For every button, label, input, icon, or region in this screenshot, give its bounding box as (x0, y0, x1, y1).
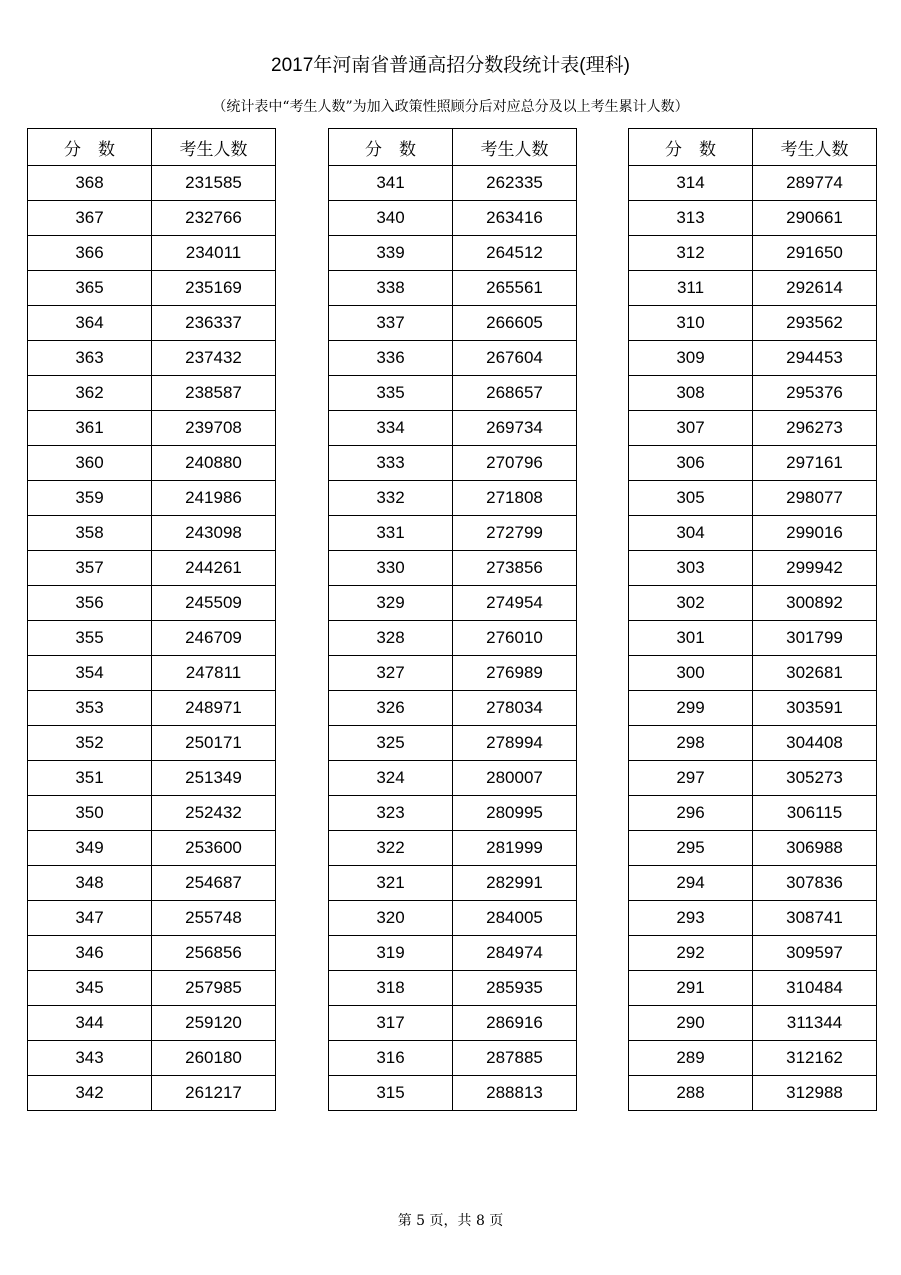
table-row (329, 726, 577, 761)
count-cell: 265561 (453, 271, 577, 306)
count-cell: 255748 (152, 901, 276, 936)
count-cell: 243098 (152, 516, 276, 551)
score-cell: 326 (329, 691, 453, 726)
count-cell: 297161 (753, 446, 877, 481)
score-cell: 346 (28, 936, 152, 971)
table-row (629, 796, 877, 831)
table-row (329, 761, 577, 796)
count-cell: 278994 (453, 726, 577, 761)
table-row (329, 551, 577, 586)
count-cell: 244261 (152, 551, 276, 586)
table-row (28, 726, 276, 761)
table-row (329, 306, 577, 341)
score-cell: 363 (28, 341, 152, 376)
table-row (629, 236, 877, 271)
table-row (28, 901, 276, 936)
count-cell: 260180 (152, 1041, 276, 1076)
score-cell: 350 (28, 796, 152, 831)
table-row (329, 936, 577, 971)
count-cell: 296273 (753, 411, 877, 446)
table-row (28, 446, 276, 481)
score-cell: 315 (329, 1076, 453, 1111)
count-cell: 254687 (152, 866, 276, 901)
count-cell: 304408 (753, 726, 877, 761)
score-cell: 298 (629, 726, 753, 761)
table-row (629, 341, 877, 376)
table-row (28, 866, 276, 901)
count-column-header: 考生人数 (453, 129, 577, 166)
score-cell: 347 (28, 901, 152, 936)
count-cell: 287885 (453, 1041, 577, 1076)
count-cell: 301799 (753, 621, 877, 656)
table-row (629, 551, 877, 586)
count-cell: 232766 (152, 201, 276, 236)
table-row (629, 481, 877, 516)
score-cell: 308 (629, 376, 753, 411)
score-cell: 322 (329, 831, 453, 866)
score-cell: 302 (629, 586, 753, 621)
count-cell: 239708 (152, 411, 276, 446)
score-cell: 319 (329, 936, 453, 971)
score-cell: 351 (28, 761, 152, 796)
score-cell: 334 (329, 411, 453, 446)
count-cell: 247811 (152, 656, 276, 691)
count-cell: 303591 (753, 691, 877, 726)
count-cell: 237432 (152, 341, 276, 376)
count-column-header: 考生人数 (152, 129, 276, 166)
count-cell: 300892 (753, 586, 877, 621)
table-row (629, 166, 877, 201)
table-row (28, 166, 276, 201)
count-cell: 286916 (453, 1006, 577, 1041)
count-cell: 231585 (152, 166, 276, 201)
score-cell: 306 (629, 446, 753, 481)
score-cell: 310 (629, 306, 753, 341)
table-row (28, 376, 276, 411)
score-cell: 327 (329, 656, 453, 691)
count-cell: 307836 (753, 866, 877, 901)
score-cell: 293 (629, 901, 753, 936)
score-column-header: 分 数 (629, 129, 753, 166)
table-row (629, 201, 877, 236)
count-cell: 250171 (152, 726, 276, 761)
count-cell: 278034 (453, 691, 577, 726)
count-cell: 240880 (152, 446, 276, 481)
table-row (629, 761, 877, 796)
count-cell: 248971 (152, 691, 276, 726)
count-cell: 257985 (152, 971, 276, 1006)
table-row (329, 831, 577, 866)
score-cell: 332 (329, 481, 453, 516)
page-title: 2017年河南省普通高招分数段统计表(理科) (271, 55, 630, 76)
count-cell: 290661 (753, 201, 877, 236)
table-row (629, 936, 877, 971)
score-cell: 365 (28, 271, 152, 306)
count-cell: 253600 (152, 831, 276, 866)
table-row (28, 586, 276, 621)
score-cell: 307 (629, 411, 753, 446)
score-cell: 348 (28, 866, 152, 901)
table-row (629, 1041, 877, 1076)
table-row (329, 411, 577, 446)
score-table-3 (628, 128, 877, 1111)
score-cell: 364 (28, 306, 152, 341)
score-cell: 362 (28, 376, 152, 411)
count-cell: 273856 (453, 551, 577, 586)
table-row (28, 306, 276, 341)
count-cell: 256856 (152, 936, 276, 971)
count-cell: 241986 (152, 481, 276, 516)
table-row (329, 1006, 577, 1041)
score-cell: 338 (329, 271, 453, 306)
score-cell: 305 (629, 481, 753, 516)
table-row (28, 971, 276, 1006)
count-cell: 266605 (453, 306, 577, 341)
score-column-header: 分 数 (329, 129, 453, 166)
score-cell: 368 (28, 166, 152, 201)
score-cell: 317 (329, 1006, 453, 1041)
count-cell: 276989 (453, 656, 577, 691)
table-row (629, 1006, 877, 1041)
score-cell: 303 (629, 551, 753, 586)
score-cell: 290 (629, 1006, 753, 1041)
table-row (28, 1006, 276, 1041)
count-cell: 236337 (152, 306, 276, 341)
table-row (329, 201, 577, 236)
count-cell: 310484 (753, 971, 877, 1006)
score-cell: 330 (329, 551, 453, 586)
score-cell: 342 (28, 1076, 152, 1111)
table-row (629, 901, 877, 936)
score-table-2 (328, 128, 577, 1111)
table-row (28, 341, 276, 376)
count-cell: 252432 (152, 796, 276, 831)
table-row (629, 306, 877, 341)
count-cell: 234011 (152, 236, 276, 271)
table-row (329, 376, 577, 411)
count-cell: 263416 (453, 201, 577, 236)
table-row (329, 621, 577, 656)
count-cell: 281999 (453, 831, 577, 866)
table-row (329, 446, 577, 481)
table-row (28, 831, 276, 866)
table-row (28, 656, 276, 691)
table-row (329, 796, 577, 831)
count-cell: 306115 (753, 796, 877, 831)
count-cell: 267604 (453, 341, 577, 376)
table-row (629, 971, 877, 1006)
table-row (629, 411, 877, 446)
count-cell: 294453 (753, 341, 877, 376)
table-row (28, 201, 276, 236)
score-cell: 349 (28, 831, 152, 866)
table-row (28, 411, 276, 446)
table-row (629, 726, 877, 761)
count-cell: 271808 (453, 481, 577, 516)
score-cell: 336 (329, 341, 453, 376)
table-row (629, 656, 877, 691)
score-cell: 299 (629, 691, 753, 726)
table-row (629, 1076, 877, 1111)
count-cell: 298077 (753, 481, 877, 516)
score-cell: 312 (629, 236, 753, 271)
count-cell: 235169 (152, 271, 276, 306)
score-cell: 337 (329, 306, 453, 341)
table-row (629, 866, 877, 901)
score-cell: 345 (28, 971, 152, 1006)
table-row (329, 481, 577, 516)
score-cell: 360 (28, 446, 152, 481)
score-cell: 359 (28, 481, 152, 516)
count-cell: 270796 (453, 446, 577, 481)
table-row (629, 586, 877, 621)
count-cell: 261217 (152, 1076, 276, 1111)
score-cell: 367 (28, 201, 152, 236)
count-cell: 280995 (453, 796, 577, 831)
table-row (629, 376, 877, 411)
table-row (629, 621, 877, 656)
score-cell: 325 (329, 726, 453, 761)
score-cell: 304 (629, 516, 753, 551)
table-row (329, 901, 577, 936)
count-cell: 311344 (753, 1006, 877, 1041)
table-row (28, 1076, 276, 1111)
score-table-1 (27, 128, 276, 1111)
table-row (329, 236, 577, 271)
table-row (629, 516, 877, 551)
table-row (28, 481, 276, 516)
page-subtitle: （统计表中“考生人数”为加入政策性照顾分后对应总分及以上考生累计人数） (212, 99, 689, 115)
table-row (28, 551, 276, 586)
count-cell: 288813 (453, 1076, 577, 1111)
count-cell: 245509 (152, 586, 276, 621)
table-row (329, 341, 577, 376)
count-cell: 246709 (152, 621, 276, 656)
score-cell: 295 (629, 831, 753, 866)
count-cell: 268657 (453, 376, 577, 411)
table-row (629, 271, 877, 306)
score-cell: 354 (28, 656, 152, 691)
table-header-row (329, 129, 577, 166)
score-cell: 356 (28, 586, 152, 621)
score-cell: 335 (329, 376, 453, 411)
count-cell: 238587 (152, 376, 276, 411)
score-cell: 291 (629, 971, 753, 1006)
score-cell: 301 (629, 621, 753, 656)
table-row (28, 761, 276, 796)
table-row (329, 516, 577, 551)
score-cell: 318 (329, 971, 453, 1006)
table-row (28, 271, 276, 306)
table-row (629, 831, 877, 866)
score-cell: 339 (329, 236, 453, 271)
count-cell: 308741 (753, 901, 877, 936)
score-column-header: 分 数 (28, 129, 152, 166)
score-cell: 316 (329, 1041, 453, 1076)
score-cell: 300 (629, 656, 753, 691)
count-cell: 299016 (753, 516, 877, 551)
count-cell: 312988 (753, 1076, 877, 1111)
table-row (329, 971, 577, 1006)
score-cell: 289 (629, 1041, 753, 1076)
score-cell: 353 (28, 691, 152, 726)
count-cell: 289774 (753, 166, 877, 201)
score-cell: 355 (28, 621, 152, 656)
score-cell: 313 (629, 201, 753, 236)
table-row (28, 691, 276, 726)
table-header-row (629, 129, 877, 166)
table-row (329, 1076, 577, 1111)
count-column-header: 考生人数 (753, 129, 877, 166)
score-cell: 323 (329, 796, 453, 831)
score-cell: 329 (329, 586, 453, 621)
score-cell: 320 (329, 901, 453, 936)
score-cell: 314 (629, 166, 753, 201)
count-cell: 284005 (453, 901, 577, 936)
count-cell: 302681 (753, 656, 877, 691)
table-row (629, 446, 877, 481)
count-cell: 269734 (453, 411, 577, 446)
count-cell: 274954 (453, 586, 577, 621)
count-cell: 293562 (753, 306, 877, 341)
table-row (629, 691, 877, 726)
score-cell: 344 (28, 1006, 152, 1041)
score-cell: 297 (629, 761, 753, 796)
score-cell: 294 (629, 866, 753, 901)
score-cell: 343 (28, 1041, 152, 1076)
score-cell: 358 (28, 516, 152, 551)
score-cell: 321 (329, 866, 453, 901)
count-cell: 305273 (753, 761, 877, 796)
score-cell: 324 (329, 761, 453, 796)
table-row (28, 1041, 276, 1076)
table-row (28, 621, 276, 656)
score-cell: 328 (329, 621, 453, 656)
count-cell: 295376 (753, 376, 877, 411)
count-cell: 276010 (453, 621, 577, 656)
table-row (329, 586, 577, 621)
score-cell: 292 (629, 936, 753, 971)
count-cell: 251349 (152, 761, 276, 796)
count-cell: 312162 (753, 1041, 877, 1076)
count-cell: 259120 (152, 1006, 276, 1041)
score-cell: 341 (329, 166, 453, 201)
table-row (329, 271, 577, 306)
count-cell: 264512 (453, 236, 577, 271)
table-row (329, 656, 577, 691)
table-row (329, 166, 577, 201)
count-cell: 285935 (453, 971, 577, 1006)
score-cell: 296 (629, 796, 753, 831)
table-row (28, 936, 276, 971)
table-row (28, 236, 276, 271)
score-cell: 366 (28, 236, 152, 271)
table-row (28, 516, 276, 551)
count-cell: 291650 (753, 236, 877, 271)
score-cell: 288 (629, 1076, 753, 1111)
count-cell: 280007 (453, 761, 577, 796)
count-cell: 309597 (753, 936, 877, 971)
score-cell: 361 (28, 411, 152, 446)
count-cell: 292614 (753, 271, 877, 306)
count-cell: 282991 (453, 866, 577, 901)
score-cell: 311 (629, 271, 753, 306)
table-row (329, 866, 577, 901)
score-cell: 331 (329, 516, 453, 551)
table-row (329, 1041, 577, 1076)
count-cell: 306988 (753, 831, 877, 866)
count-cell: 262335 (453, 166, 577, 201)
table-row (329, 691, 577, 726)
score-cell: 309 (629, 341, 753, 376)
table-row (28, 796, 276, 831)
score-cell: 352 (28, 726, 152, 761)
page-footer: 第 5 页，共 8 页 (397, 1213, 504, 1229)
count-cell: 272799 (453, 516, 577, 551)
score-cell: 340 (329, 201, 453, 236)
count-cell: 284974 (453, 936, 577, 971)
score-cell: 333 (329, 446, 453, 481)
count-cell: 299942 (753, 551, 877, 586)
score-cell: 357 (28, 551, 152, 586)
table-header-row (28, 129, 276, 166)
